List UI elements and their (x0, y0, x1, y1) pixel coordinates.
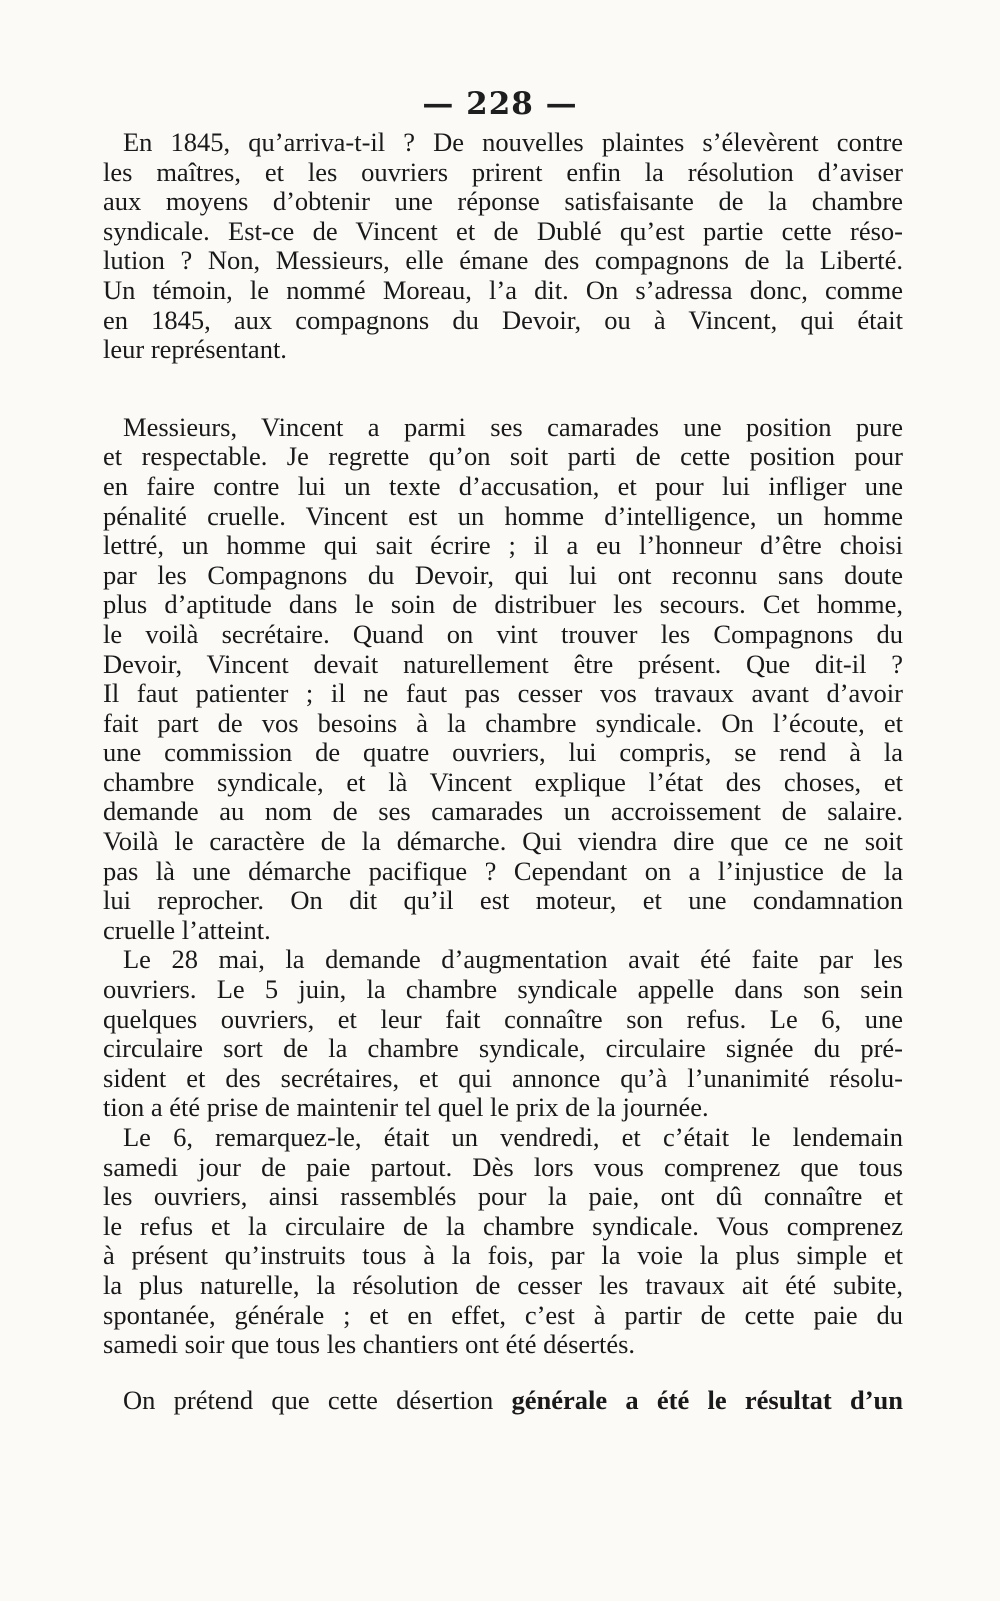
text-line: à présent qu’instruits tous à la fois, par la voie la plus simple et (103, 1241, 903, 1271)
paragraph-3 (103, 945, 903, 1123)
text-line: quelques ouvriers, et leur fait connaître son refus. Le 6, une (103, 1004, 903, 1034)
text-line: ouvriers. Le 5 juin, la chambre syndicale appelle dans son sein (103, 975, 903, 1005)
paragraph-1 (103, 128, 903, 365)
text-line: Il faut patienter ; il ne faut pas cesser vos travaux avant d’avoir (103, 679, 903, 709)
text-line: chambre syndicale, et là Vincent explique l’état des choses, et (103, 767, 903, 797)
text-line: Messieurs, Vincent a parmi ses camarades une position pure (123, 412, 903, 442)
text-line: pénalité cruelle. Vincent est un homme d’intelligence, un homme (103, 501, 903, 531)
text-line: demande au nom de ses camarades un accroissement de salaire. (103, 797, 903, 827)
text-line: leur représentant. (103, 335, 287, 365)
text-line: samedi jour de paie partout. Dès lors vous comprenez que tous (103, 1152, 903, 1182)
paragraph-4 (103, 1123, 903, 1360)
text-line: par les Compagnons du Devoir, qui lui ont reconnu sans doute (103, 560, 903, 590)
text-line: Voilà le caractère de la démarche. Qui viendra dire que ce ne soit (103, 827, 903, 857)
text-line: Un témoin, le nommé Moreau, l’a dit. On s’adressa donc, comme (103, 275, 903, 305)
text-line: lui reprocher. On dit qu’il est moteur, et une condamnation (103, 886, 903, 916)
page-number: — 228 — (422, 86, 578, 122)
text-line: les maîtres, et les ouvriers prirent enfin la résolution d’aviser (103, 157, 903, 187)
text-line: lettré, un homme qui sait écrire ; il a eu l’honneur d’être choisi (103, 531, 903, 561)
paragraph-5 (103, 1386, 903, 1416)
text-line-start: On prétend que cette désertion (123, 1385, 512, 1415)
text-line: une commission de quatre ouvriers, lui compris, se rend à la (103, 738, 903, 768)
text-line: et respectable. Je regrette qu’on soit parti de cette position pour (103, 442, 903, 472)
text-line: en faire contre lui un texte d’accusation, et pour lui infliger une (103, 471, 903, 501)
text-line: Le 28 mai, la demande d’augmentation avait été faite par les (123, 945, 903, 975)
text-line: les ouvriers, ainsi rassemblés pour la paie, ont dû connaître et (103, 1182, 903, 1212)
text-line: le refus et la circulaire de la chambre syndicale. Vous comprenez (103, 1211, 903, 1241)
text-line: syndicale. Est-ce de Vincent et de Dublé qu’est partie cette réso- (103, 216, 903, 246)
text-line: circulaire sort de la chambre syndicale, circulaire signée du pré- (103, 1034, 903, 1064)
text-line (103, 1386, 903, 1416)
text-line: la plus naturelle, la résolution de cesser les travaux ait été subite, (103, 1270, 903, 1300)
text-line: Le 6, remarquez-le, était un vendredi, et c’était le lendemain (123, 1123, 903, 1152)
text-line: sident et des secrétaires, et qui annonce qu’à l’unanimité résolu- (103, 1063, 903, 1093)
text-line: en 1845, aux compagnons du Devoir, ou à Vincent, qui était (103, 305, 903, 335)
text-line: lution ? Non, Messieurs, elle émane des compagnons de la Liberté. (103, 246, 903, 276)
text-line-bold: générale a été le résultat d’un (511, 1385, 903, 1415)
text-line: En 1845, qu’arriva-t-il ? De nouvelles plaintes s’élevèrent contre (123, 128, 903, 157)
text-line: fait part de vos besoins à la chambre syndicale. On l’écoute, et (103, 708, 903, 738)
text-line: tion a été prise de maintenir tel quel le prix de la journée. (103, 1093, 709, 1123)
text-line: pas là une démarche pacifique ? Cependant on a l’injustice de la (103, 856, 903, 886)
text-line: plus d’aptitude dans le soin de distribuer les secours. Cet homme, (103, 590, 903, 620)
text-line: samedi soir que tous les chantiers ont été désertés. (103, 1330, 636, 1360)
text-line: le voilà secrétaire. Quand on vint trouver les Compagnons du (103, 619, 903, 649)
text-line: aux moyens d’obtenir une réponse satisfaisante de la chambre (103, 187, 903, 217)
paragraph-2 (103, 413, 903, 946)
text-line: cruelle l’atteint. (103, 915, 271, 945)
text-line: Devoir, Vincent devait naturellement être présent. Que dit-il ? (103, 649, 903, 679)
body-text (103, 128, 903, 1415)
text-line: spontanée, générale ; et en effet, c’est à partir de cette paie du (103, 1300, 903, 1330)
